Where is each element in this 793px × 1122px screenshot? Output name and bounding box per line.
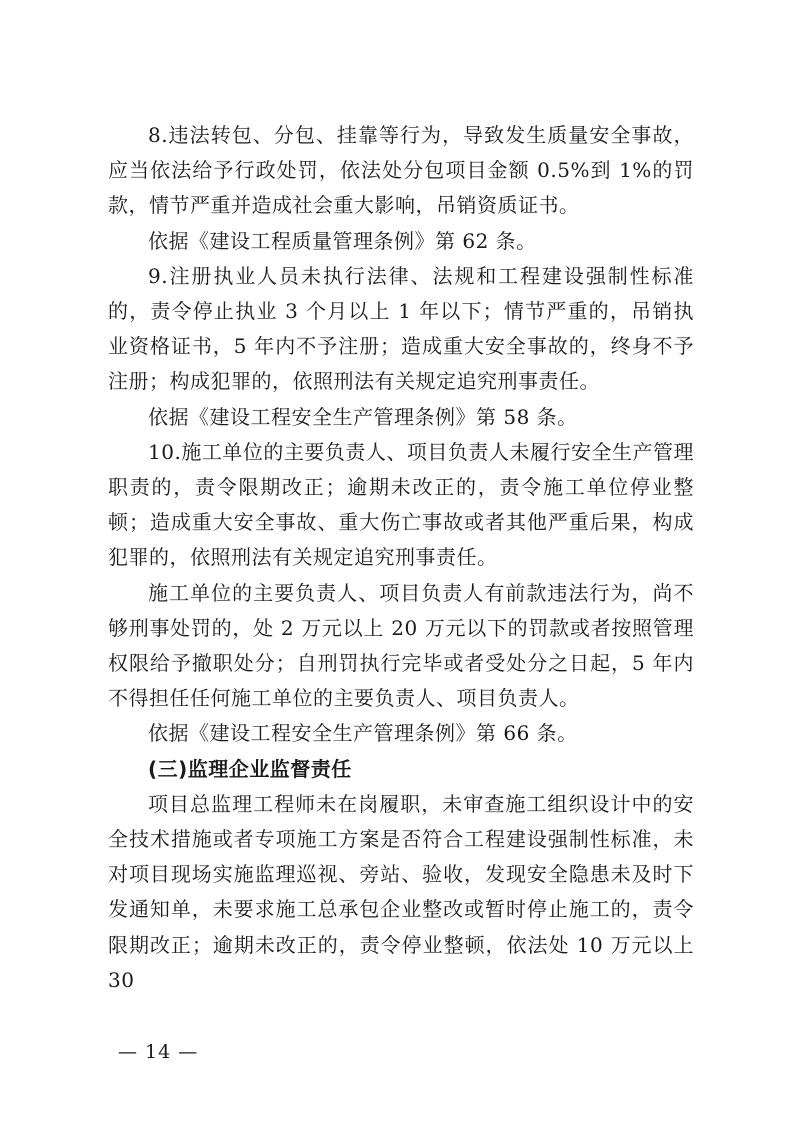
paragraph-item-8: 8.违法转包、分包、挂靠等行为，导致发生质量安全事故，应当依法给予行政处罚，依法处分包项目金额 0.5%到 1%的罚款，情节严重并造成社会重大影响，吊销资质证书。 xyxy=(108,123,694,218)
document-body xyxy=(108,118,694,998)
page-number: — 14 — xyxy=(118,1041,199,1063)
paragraph-item-10: 10.施工单位的主要负责人、项目负责人未履行安全生产管理职责的，责令限期改正；逾期未改正的，责令施工单位停业整顿；造成重大安全事故、重大伤亡事故或者其他严重后果，构成犯罪的，依照刑法有关规定追究刑事责任。 xyxy=(108,439,694,570)
legal-basis-66: 依据《建设工程安全生产管理条例》第 66 条。 xyxy=(148,721,578,746)
legal-basis-58: 依据《建设工程安全生产管理条例》第 58 条。 xyxy=(148,404,578,429)
paragraph-supervision-duty: 项目总监理工程师未在岗履职，未审查施工组织设计中的安全技术措施或者专项施工方案是否符合工程建设强制性标准，未对项目现场实施监理巡视、旁站、验收，发现安全隐患未及时下发通知单，未要求施工总承包企业整改或暂时停止施工的，责令限期改正；逾期未改正的，责令停业整顿，依法处 10 万元以上 30 xyxy=(108,791,694,992)
paragraph-item-9: 9.注册执业人员未执行法律、法规和工程建设强制性标准的，责令停止执业 3 个月以上 1 年以下；情节严重的，吊销执业资格证书，5 年内不予注册；造成重大安全事故的，终身不予注册；构成犯罪的，依照刑法有关规定追究刑事责任。 xyxy=(108,263,694,394)
paragraph-item-10-continued: 施工单位的主要负责人、项目负责人有前款违法行为，尚不够刑事处罚的，处 2 万元以上 20 万元以下的罚款或者按照管理权限给予撤职处分；自刑罚执行完毕或者受处分之日起，5 年内不得担任任何施工单位的主要负责人、项目负责人。 xyxy=(108,580,694,711)
section-heading-supervision: (三)监理企业监督责任 xyxy=(148,756,352,781)
legal-basis-62: 依据《建设工程质量管理条例》第 62 条。 xyxy=(148,228,537,253)
